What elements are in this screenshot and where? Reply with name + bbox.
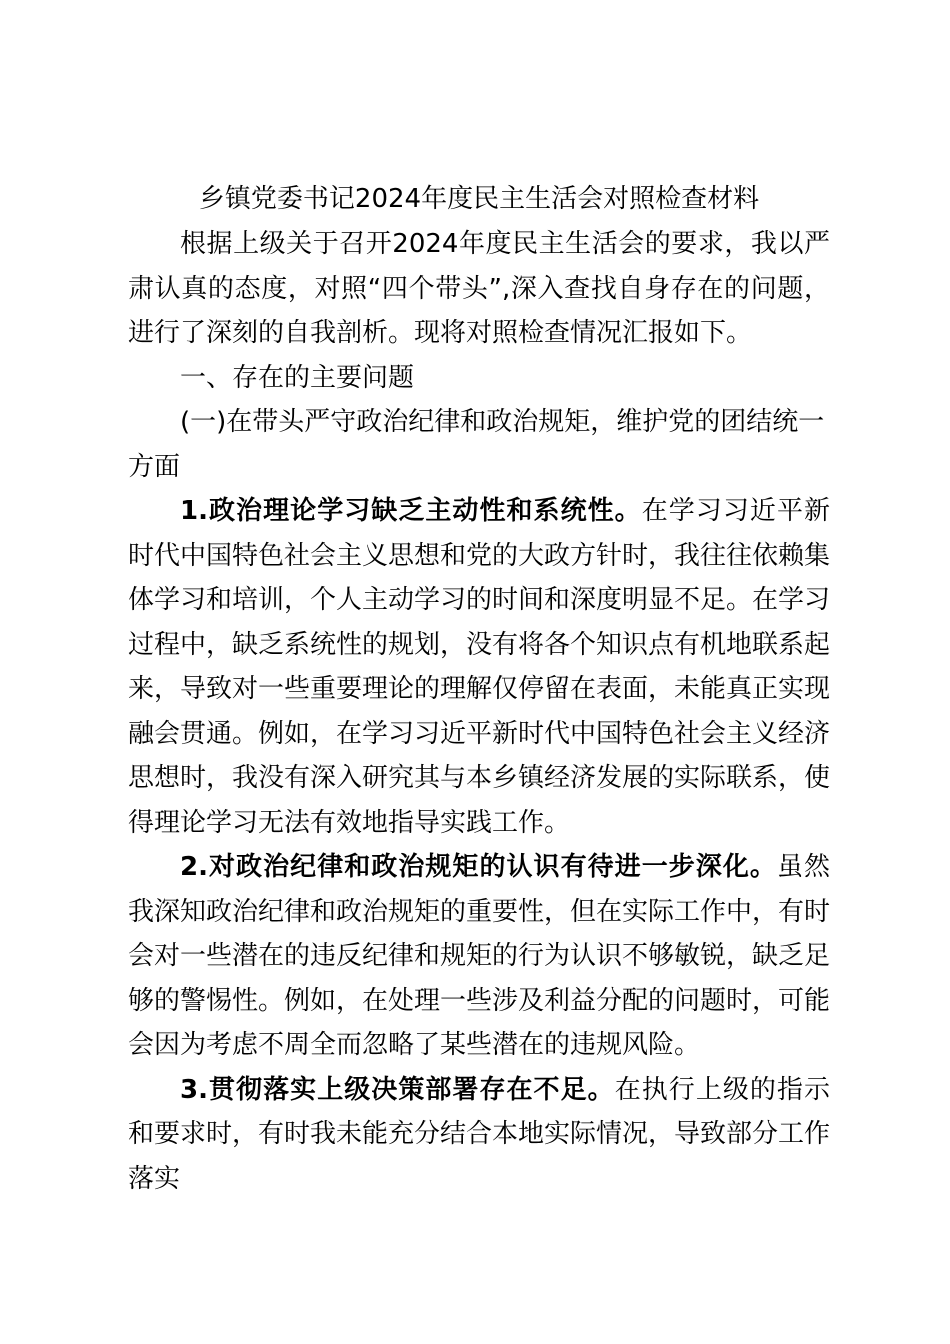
issue-title-2: 2.对政治纪律和政治规矩的认识有待进一步深化。 <box>180 852 777 882</box>
issue-paragraph-2 <box>128 845 830 1068</box>
intro-paragraph: 根据上级关于召开2024年度民主生活会的要求，我以严肃认真的态度，对照“四个带头”,深入查找自身存在的问题，进行了深刻的自我剖析。现将对照检查情况汇报如下。 <box>128 229 830 348</box>
subsection-heading: (一)在带头严守政治纪律和政治规矩，维护党的团结统一方面 <box>128 407 825 482</box>
issue-body-2: 虽然我深知政治纪律和政治规矩的重要性，但在实际工作中，有时会对一些潜在的违反纪律和规矩的行为认识不够敏锐，缺乏足够的警惕性。例如，在处理一些涉及利益分配的问题时，可能会因为考虑不周全而忽略了某些潜在的违规风险。 <box>128 852 831 1060</box>
issue-body-3: 在执行上级的指示和要求时，有时我未能充分结合本地实际情况，导致部分工作落实 <box>128 1074 831 1194</box>
issue-title-1: 1.政治理论学习缺乏主动性和系统性。 <box>180 496 642 526</box>
document-title: 乡镇党委书记2024年度民主生活会对照检查材料 <box>198 184 760 214</box>
issue-paragraph-3 <box>128 1068 830 1202</box>
section-heading: 一、存在的主要问题 <box>180 362 415 393</box>
issue-title-3: 3.贯彻落实上级决策部署存在不足。 <box>180 1074 615 1105</box>
document-page <box>128 176 830 1201</box>
issue-body-1: 在学习习近平新时代中国特色社会主义思想和党的大政方针时，我往往依赖集体学习和培训，个人主动学习的时间和深度明显不足。在学习过程中，缺乏系统性的规划，没有将各个知识点有机地联系起来，导致对一些重要理论的理解仅停留在表面，未能真正实现融会贯通。例如，在学习习近平新时代中国特色社会主义经济思想时，我没有深入研究其与本乡镇经济发展的实际联系，使得理论学习无法有效地指导实践工作。 <box>128 496 831 838</box>
issue-paragraph-1 <box>128 489 830 845</box>
